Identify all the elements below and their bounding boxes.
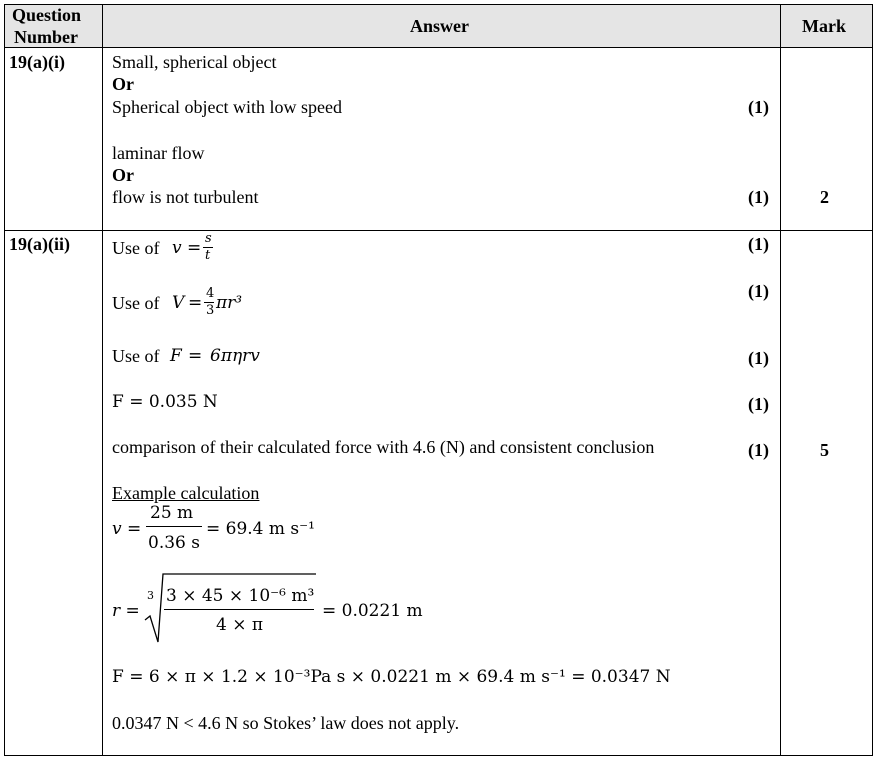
row2-use-V-rest: πr³	[216, 293, 243, 313]
row1-answer-line3: laminar flow	[112, 143, 205, 163]
table-border-right	[872, 4, 873, 756]
row2-use-V-prefix: Use of	[112, 293, 160, 313]
row1-mark-1: (1)	[748, 97, 769, 117]
row2-r-numerator: 3 × 45 × 10⁻⁶ m³	[166, 586, 315, 606]
row2-total-mark: 5	[820, 440, 829, 460]
header-mark: Mark	[802, 16, 846, 36]
row2-mark-5: (1)	[748, 440, 769, 460]
row2-use-F-lhs: F	[170, 346, 182, 366]
row2-use-V-denominator: 3	[206, 303, 215, 318]
row2-r-root-index: 3	[147, 589, 154, 602]
row1-or-1: Or	[112, 74, 134, 94]
header-question-line2: Number	[14, 27, 78, 47]
row2-mark-4: (1)	[748, 394, 769, 414]
row1-answer-line2: Spherical object with low speed	[112, 97, 342, 117]
row2-mark-1: (1)	[748, 234, 769, 254]
row2-use-v-numerator: s	[205, 231, 212, 246]
row2-F-calculation: F = 6 × π × 1.2 × 10⁻³Pa s × 0.0221 m × 69.4 m s⁻¹ = 0.0347 N	[112, 667, 671, 687]
row2-example-heading: Example calculation	[112, 483, 260, 503]
table-border-top	[4, 4, 873, 5]
row2-r-denominator: 4 × π	[216, 615, 264, 635]
row2-question-number: 19(a)(ii)	[9, 234, 70, 254]
row2-use-v-denominator: t	[205, 248, 211, 263]
row2-v-result: = 69.4 m s⁻¹	[206, 519, 315, 539]
row2-use-v-prefix: Use of	[112, 238, 160, 258]
row2-comparison: comparison of their calculated force with 4.6 (N) and consistent conclusion	[112, 437, 655, 457]
row2-v-fraction-bar	[146, 526, 202, 527]
row2-v-lhs: v =	[112, 519, 142, 539]
header-answer: Answer	[410, 16, 469, 36]
row2-use-v-lhs: v	[172, 238, 182, 258]
header-question-line1: Question	[12, 5, 82, 25]
row1-total-mark: 2	[820, 187, 829, 207]
row2-use-v-equals: =	[187, 238, 202, 258]
table-column-divider-1	[102, 4, 103, 756]
table-border-bottom	[4, 755, 873, 756]
table-border-left	[4, 4, 5, 756]
row2-r-fraction-bar	[164, 609, 314, 610]
row1-or-2: Or	[112, 165, 134, 185]
row1-question-number: 19(a)(i)	[9, 52, 65, 72]
row2-v-denominator: 0.36 s	[148, 533, 200, 553]
row1-answer-line4: flow is not turbulent	[112, 187, 259, 207]
row2-use-F-rest: 6πηrv	[210, 346, 260, 366]
row2-F-value: F = 0.035 N	[112, 392, 218, 412]
row2-r-result: = 0.0221 m	[322, 601, 423, 621]
row2-use-V-lhs: V	[172, 293, 185, 313]
row2-use-V-numerator: 4	[206, 286, 215, 301]
row2-conclusion: 0.0347 N < 4.6 N so Stokes’ law does not apply.	[112, 713, 460, 733]
row2-v-numerator: 25 m	[150, 503, 194, 523]
table-header-divider	[4, 47, 873, 48]
row1-answer-line1: Small, spherical object	[112, 52, 277, 72]
row2-use-F-equals: =	[188, 346, 203, 366]
row2-use-V-equals: =	[188, 293, 203, 313]
row2-r-lhs: r =	[112, 601, 140, 621]
row2-use-F-prefix: Use of	[112, 346, 160, 366]
row2-mark-2: (1)	[748, 281, 769, 301]
table-column-divider-2	[780, 4, 781, 756]
row2-mark-3: (1)	[748, 348, 769, 368]
table-row-divider	[4, 230, 873, 231]
row1-mark-2: (1)	[748, 187, 769, 207]
